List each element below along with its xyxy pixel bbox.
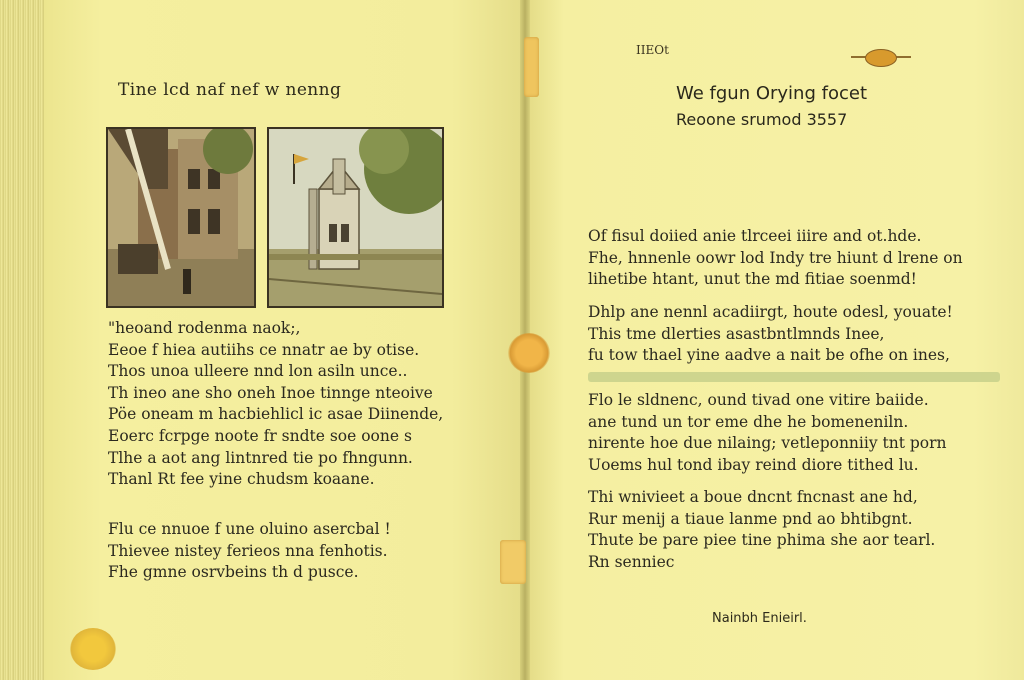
text-line: nirente hoe due nilaing; vetleponniiy tnt porn bbox=[588, 434, 947, 453]
text-line: Rur menij a tiaue lanme pnd ao bhtibgnt. bbox=[588, 509, 913, 528]
text-line: Rn senniec bbox=[588, 552, 675, 571]
text-line: Flu ce nnuoe f une oluino asercbal ! bbox=[108, 520, 391, 538]
text-line: Thievee nistey ferieos nna fenhotis. bbox=[108, 541, 388, 560]
text-line: Thanl Rt fee yine chudsm koaane. bbox=[108, 470, 375, 489]
text-line: Eeoe f hiea autiihs ce nnatr ae by otise. bbox=[108, 340, 420, 359]
right-page-subtitle: Reoone srumod 3557 bbox=[676, 110, 848, 129]
text-line: Of fisul doiied anie tlrceei iiire and ot.hde. bbox=[588, 227, 922, 245]
right-paragraph-1 bbox=[588, 226, 1008, 291]
text-line: Uoems hul tond ibay reind diore tithed lu. bbox=[588, 455, 919, 474]
text-line: lihetibe htant, unut the md fitiae soenmd! bbox=[588, 270, 917, 289]
text-line: Thos unoa ulleere nnd lon asiln unce.. bbox=[108, 362, 408, 381]
illustration-church-landscape bbox=[267, 127, 444, 308]
text-line: Flo le sldnenc, ound tivad one vitire baiide. bbox=[588, 391, 929, 409]
bookmark-knot bbox=[865, 49, 897, 67]
right-paragraph-4 bbox=[588, 487, 1008, 573]
text-line: Thute be pare piee tine phima she aor tearl. bbox=[588, 531, 936, 550]
text-line: Dhlp ane nennl acadiirgt, houte odesl, youate! bbox=[588, 303, 953, 321]
signature: Nainbh Enieirl. bbox=[712, 611, 807, 626]
page-edges bbox=[0, 0, 44, 680]
text-line: ane tund un tor eme dhe he bomeneniln. bbox=[588, 412, 909, 431]
text-line: Eoerc fcrpge noote fr sndte soe oone s bbox=[108, 426, 412, 445]
right-paragraph-2 bbox=[588, 302, 1008, 367]
text-line: "heoand rodenma naok;, bbox=[108, 319, 301, 337]
left-paragraph-1 bbox=[108, 318, 508, 491]
illustration-building-street bbox=[106, 127, 256, 308]
bookmark-tab[interactable] bbox=[500, 540, 526, 584]
text-line: This tme dlerties asastbntlmnds Inee, bbox=[588, 324, 885, 343]
text-line: fu tow thael yine aadve a nait be ofhe on ines, bbox=[588, 346, 950, 365]
bookmark-tab[interactable] bbox=[524, 37, 539, 97]
right-page-title: We fgun Orying focet bbox=[676, 83, 867, 104]
page-marker: IIEOt bbox=[636, 43, 669, 57]
text-line: Fhe, hnnenle oowr lod Indy tre hiunt d lrene on bbox=[588, 248, 963, 267]
stain-spot bbox=[70, 628, 116, 670]
text-line: Tlhe a aot ang lintnred tie po fhngunn. bbox=[108, 448, 413, 467]
left-page-title: Tine lcd naf nef w nenng bbox=[118, 80, 342, 100]
text-line: Thi wnivieet a boue dncnt fncnast ane hd, bbox=[588, 488, 918, 506]
text-line: Pöe oneam m hacbiehlicl ic asae Diinende, bbox=[108, 405, 444, 424]
text-line: Fhe gmne osrvbeins th d pusce. bbox=[108, 563, 359, 582]
highlighter-mark bbox=[588, 372, 1000, 382]
right-paragraph-3 bbox=[588, 390, 1008, 476]
text-line: Th ineo ane sho oneh Inoe tinnge nteoive bbox=[108, 383, 433, 402]
stain-spot bbox=[508, 333, 550, 373]
left-paragraph-2 bbox=[108, 519, 508, 584]
